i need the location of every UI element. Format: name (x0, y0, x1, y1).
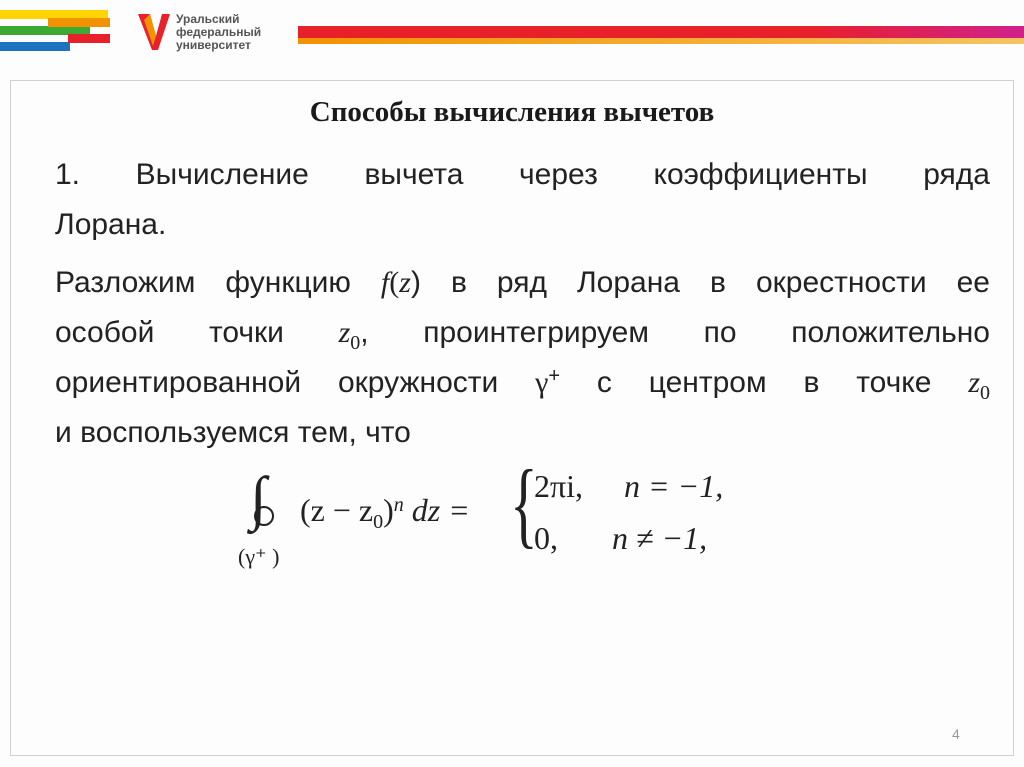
p2-paren-open: ( (389, 266, 400, 299)
university-logo-icon (136, 12, 172, 52)
integral-sign: ∫ (250, 465, 267, 531)
paragraph-2 (55, 258, 990, 458)
case-2-condition: n ≠ −1, (612, 520, 708, 556)
p2-z0-sub: 0 (350, 332, 361, 354)
p2-text-c1: ориентированной окружности (55, 366, 536, 399)
case-2-value: 0, (534, 520, 558, 556)
p2-z: z (399, 266, 411, 299)
logo-line-3: университет (176, 38, 251, 52)
stripe-blue (0, 42, 70, 51)
page-number: 4 (952, 726, 960, 742)
paragraph-1 (55, 150, 990, 250)
p2-f: f (380, 266, 390, 299)
p2-gamma-sup: + (548, 365, 561, 387)
paragraph-1-line-2: Лорана. (55, 208, 167, 241)
paragraph-2-line-3 (55, 358, 990, 408)
p2-z0-2: z (968, 366, 980, 399)
integrand-text: (z − z (300, 492, 374, 528)
p2-z0-2-sub: 0 (980, 382, 990, 404)
stripe-orange (48, 18, 110, 27)
paragraph-2-line-4: и воспользуемся тем, что (55, 416, 411, 449)
p2-z0: z (338, 316, 351, 349)
p2-gamma: γ (535, 366, 549, 399)
integrand-exp: n (393, 494, 404, 516)
paragraph-1-line-1: 1. Вычисление вычета через коэффициенты ряда (55, 158, 990, 191)
case-1-condition: n = −1, (624, 468, 724, 504)
integrand-dz: dz = (403, 492, 470, 528)
paragraph-2-line-1 (55, 258, 990, 308)
integrand (300, 492, 470, 533)
p2-text-a1: Разложим функцию (55, 266, 381, 299)
stripe-red-left (68, 34, 110, 43)
p2-text-c2: с центром в точке (560, 366, 969, 399)
header-bar (0, 0, 1024, 80)
logo-line-2: федеральный (176, 25, 262, 39)
university-logo-text (176, 13, 261, 52)
paragraph-2-line-2 (55, 308, 990, 358)
stripe-long-red (298, 26, 1024, 38)
p2-text-a3: ) в ряд Лорана в окрестности ее (410, 266, 990, 299)
p2-text-b1: особой точки (55, 316, 339, 349)
logo-line-1: Уральский (176, 12, 240, 26)
contour-integral-formula (228, 450, 748, 592)
cases-brace: { (510, 450, 538, 557)
p2-text-b2: , проинтегрируем по положительно (360, 316, 990, 349)
case-1-value: 2πi, (534, 468, 584, 504)
slide-title: Способы вычисления вычетов (309, 96, 715, 128)
integrand-paren: ) (383, 492, 394, 528)
stripe-long-orange (298, 38, 1024, 44)
integrand-sub: 0 (373, 511, 384, 533)
integral-contour-label: (γ⁺ ) (238, 544, 280, 569)
contour-circle-icon (254, 506, 274, 526)
